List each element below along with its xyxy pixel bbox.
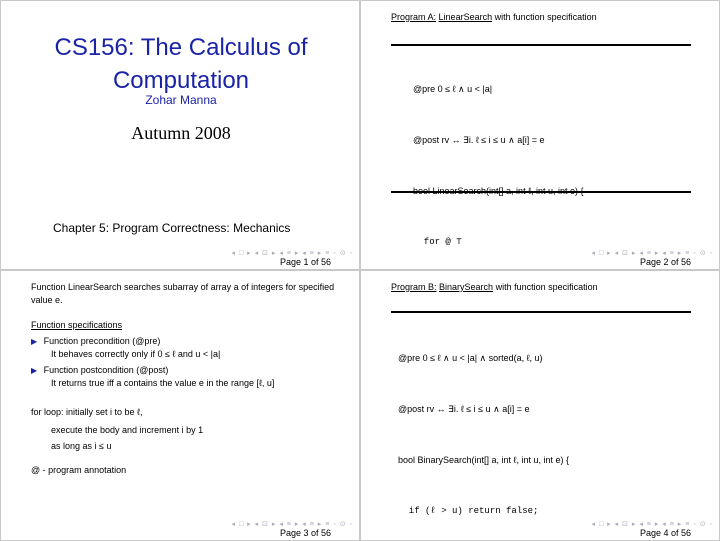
code-block bbox=[398, 316, 717, 541]
title-line-1: CS156: The Calculus of bbox=[54, 34, 308, 61]
code-line: bool BinarySearch(int[] a, int ℓ, int u, int e) { bbox=[398, 455, 569, 465]
postcondition-item bbox=[31, 364, 168, 377]
top-rule bbox=[391, 44, 691, 46]
top-rule bbox=[391, 311, 691, 313]
code-line: for @ ⊤ bbox=[413, 237, 462, 247]
title-suffix: with function specification bbox=[494, 12, 597, 22]
beamer-nav-icons[interactable]: ◂ □ ▸ ◂ ⊡ ▸ ◂ ≡ ▸ ◂ ≡ ▸ ≡ ◦ ⊙ ◦ bbox=[591, 250, 713, 257]
bullet-icon: ▶ bbox=[31, 366, 38, 375]
bullet-icon: ▶ bbox=[31, 337, 38, 346]
annotation-note: @ - program annotation bbox=[31, 465, 127, 475]
slide-1 bbox=[0, 0, 360, 270]
chapter-title: Chapter 5: Program Correctness: Mechanics bbox=[53, 221, 291, 235]
slide-3 bbox=[0, 270, 360, 541]
code-line: if (ℓ > u) return false; bbox=[398, 506, 539, 516]
date: Autumn 2008 bbox=[131, 123, 231, 143]
frame-title bbox=[391, 282, 598, 292]
post-line-2: It returns true iff a contains the value e in the range [ℓ, u] bbox=[51, 378, 275, 388]
pre-line-2: It behaves correctly only if 0 ≤ ℓ and u < |a| bbox=[51, 349, 221, 359]
slide-2 bbox=[360, 0, 720, 270]
page-number: Page 2 of 56 bbox=[639, 257, 691, 267]
title-line-2: Computation bbox=[112, 67, 250, 94]
loop-heading: for loop: initially set i to be ℓ, bbox=[31, 407, 143, 417]
code-line: @pre 0 ≤ ℓ ∧ u < |a| ∧ sorted(a, ℓ, u) bbox=[398, 353, 543, 363]
precondition-item bbox=[31, 335, 160, 348]
title-prefix: Program B: bbox=[391, 282, 437, 292]
code-line: @post rv ↔ ∃i. ℓ ≤ i ≤ u ∧ a[i] = e bbox=[413, 135, 545, 145]
intro-text: Function LinearSearch searches subarray of array a of integers for specified value e. bbox=[31, 282, 335, 305]
page-number: Page 4 of 56 bbox=[639, 528, 691, 538]
spec-heading: Function specifications bbox=[31, 320, 123, 330]
loop-line-2: execute the body and increment i by 1 bbox=[51, 425, 204, 435]
pre-line-1: Function precondition (@pre) bbox=[43, 336, 161, 346]
code-block bbox=[413, 47, 613, 270]
page-number: Page 3 of 56 bbox=[279, 528, 331, 538]
title-suffix: with function specification bbox=[495, 282, 598, 292]
beamer-nav-icons[interactable]: ◂ □ ▸ ◂ ⊡ ▸ ◂ ≡ ▸ ◂ ≡ ▸ ≡ ◦ ⊙ ◦ bbox=[231, 521, 353, 528]
slide-4 bbox=[360, 270, 720, 541]
code-line: @post rv ↔ ∃i. ℓ ≤ i ≤ u ∧ a[i] = e bbox=[398, 404, 530, 414]
author: Zohar Manna bbox=[145, 93, 217, 107]
frame-title bbox=[391, 12, 597, 22]
loop-line-3: as long as i ≤ u bbox=[51, 441, 112, 451]
post-line-1: Function postcondition (@post) bbox=[43, 365, 169, 375]
code-line: @pre 0 ≤ ℓ ∧ u < |a| bbox=[413, 84, 493, 94]
page-number: Page 1 of 56 bbox=[279, 257, 331, 267]
title-name: BinarySearch bbox=[439, 282, 494, 292]
beamer-nav-icons[interactable]: ◂ □ ▸ ◂ ⊡ ▸ ◂ ≡ ▸ ◂ ≡ ▸ ≡ ◦ ⊙ ◦ bbox=[591, 521, 713, 528]
slide-title bbox=[1, 31, 360, 97]
title-prefix: Program A: bbox=[391, 12, 437, 22]
title-name: LinearSearch bbox=[438, 12, 493, 22]
bottom-rule bbox=[391, 191, 691, 193]
beamer-nav-icons[interactable]: ◂ □ ▸ ◂ ⊡ ▸ ◂ ≡ ▸ ◂ ≡ ▸ ≡ ◦ ⊙ ◦ bbox=[231, 250, 353, 257]
